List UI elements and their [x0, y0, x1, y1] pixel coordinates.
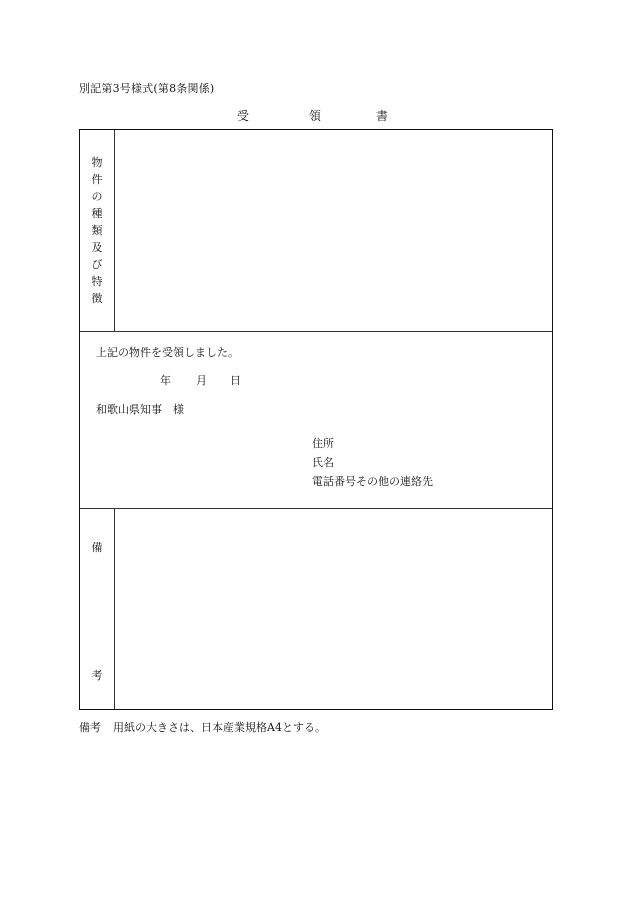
label-char: 件	[91, 173, 103, 186]
label-char: 種	[91, 207, 103, 220]
label-char: 及	[91, 241, 103, 254]
address-label: 住所	[312, 437, 334, 450]
remarks-label-top: 備	[91, 541, 103, 554]
items-row	[80, 130, 552, 332]
title-char: 書	[376, 109, 389, 123]
items-label-cell	[80, 130, 115, 331]
date-year-unit: 年	[160, 374, 171, 387]
label-char: の	[91, 190, 103, 203]
addressee: 和歌山県知事 様	[96, 403, 184, 416]
label-char: び	[91, 258, 103, 271]
date-month-unit: 月	[196, 374, 207, 387]
label-char: 類	[91, 224, 103, 237]
form-number-label: 別記第3号様式(第8条関係)	[79, 82, 215, 95]
label-char: 特	[91, 275, 103, 288]
items-vertical-label	[80, 154, 114, 307]
recipient-info	[312, 434, 433, 491]
label-char: 物	[91, 156, 103, 169]
date-line	[144, 372, 264, 386]
receipt-statement-row	[80, 332, 552, 509]
footnote-text: 用紙の大きさは、日本産業規格A4とする。	[113, 721, 326, 734]
document-title	[79, 107, 553, 123]
title-char: 受	[237, 109, 250, 123]
remarks-row	[80, 509, 552, 709]
title-char: 領	[309, 109, 322, 123]
remarks-label-bottom: 考	[91, 669, 103, 682]
label-char: 徴	[91, 292, 103, 305]
footnote	[79, 719, 326, 735]
footnote-label: 備考	[79, 721, 101, 734]
receipt-statement: 上記の物件を受領しました。	[96, 346, 239, 359]
date-day-unit: 日	[230, 374, 241, 387]
name-label: 氏名	[312, 456, 334, 469]
remarks-label-cell	[80, 509, 115, 709]
contact-label: 電話番号その他の連絡先	[312, 475, 433, 488]
receipt-form-table	[79, 129, 553, 710]
